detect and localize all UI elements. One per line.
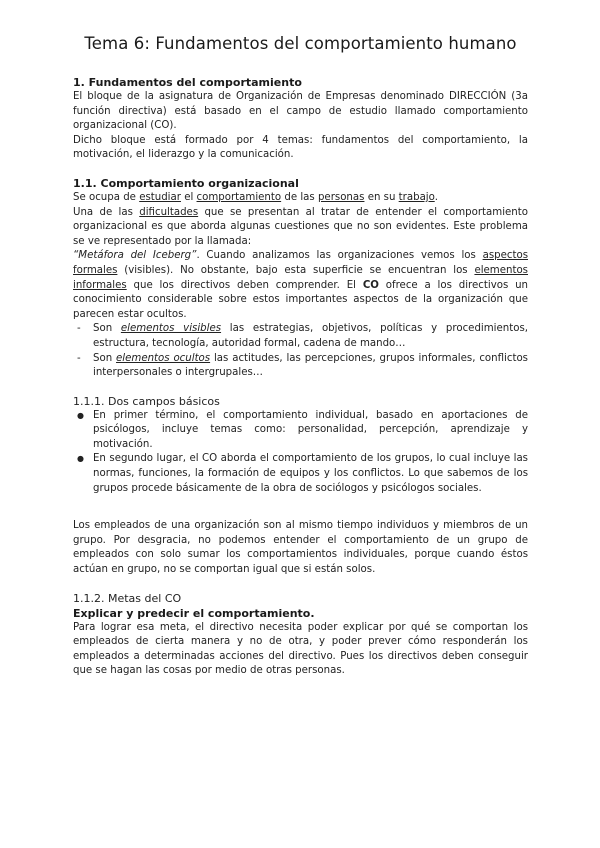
section-1-1-1-paragraph: Los empleados de una organización son al mismo tiempo individuos y miembros de un grupo. Por desgracia, no podemos entender el comportamiento de un grupo de empleados con solo sumar los comportamientos individuales, porque cuando éstos actúan en grupo, no se comportan igual que si están solos. — [73, 520, 528, 576]
document-page — [73, 34, 528, 679]
section-1-1-heading: 1.1. Comportamiento organizacional — [73, 176, 299, 190]
section-1-1-2-heading: 1.1.2. Metas del CO — [73, 591, 182, 605]
page-title: Tema 6: Fundamentos del comportamiento humano — [84, 34, 517, 53]
fields-list — [73, 409, 528, 497]
list-item: ● En primer término, el comportamiento individual, basado en aportaciones de psicólogos, incluye temas como: personalidad, percepción, aprendizaje y motivación. — [77, 409, 528, 450]
list-item: ● En segundo lugar, el CO aborda el comportamiento de los grupos, lo cual incluye las normas, funciones, la formación de equipos y los conflictos. Lo que sabemos de los grupos procede básicamente de la obra de sociólogos y psicólogos sociales. — [77, 453, 528, 494]
section-1-1-1-heading: 1.1.1. Dos campos básicos — [73, 394, 220, 408]
list-item: - Son elementos visibles las estrategias, objetivos, políticas y procedimientos, estructura, tecnología, autoridad formal, cadena de mando… — [77, 323, 528, 349]
section-1-heading: 1. Fundamentos del comportamiento — [73, 76, 302, 89]
section-1-1-line-2: Una de las dificultades que se presentan al tratar de entender el comportamiento organizacional es que aborda algunas cuestiones que no son evidentes. Este problema se ve representado por la llamada: — [73, 206, 528, 247]
section-1-1-2-subheading: Explicar y predecir el comportamiento. — [73, 606, 315, 620]
section-1-paragraph-1: El bloque de la asignatura de Organización de Empresas denominado DIRECCIÓN (3a función directiva) está basado en el campo de estudio llamado comportamiento organizacional (CO). — [73, 91, 528, 132]
elements-list — [73, 322, 528, 380]
section-1-1-2-paragraph: Para lograr esa meta, el directivo necesita poder explicar por qué se comportan los empleados de cierta manera y no de otra, y poder prever cómo responderán los empleados a determinadas acciones del directivo. Pues los directivos deben conseguir que se hagan las cosas por medio de otras personas. — [73, 621, 528, 677]
section-1-1-line-1: Se ocupa de estudiar el comportamiento de las personas en su trabajo. — [73, 191, 438, 203]
section-1-1-iceberg-paragraph: “Metáfora del Iceberg”. Cuando analizamos las organizaciones vemos los aspectos formales (visibles). No obstante, bajo esta superficie se encuentran los elementos informales que los directivos deben comprender. El CO ofrece a los directivos un conocimiento considerable sobre estos importantes aspectos de la organización que parecen estar ocultos. — [73, 250, 529, 320]
list-item: - Son elementos ocultos las actitudes, las percepciones, grupos informales, conflictos interpersonales o intergrupales… — [77, 352, 528, 379]
section-1-paragraph-2: Dicho bloque está formado por 4 temas: fundamentos del comportamiento, la motivación, el liderazgo y la comunicación. — [73, 134, 528, 161]
